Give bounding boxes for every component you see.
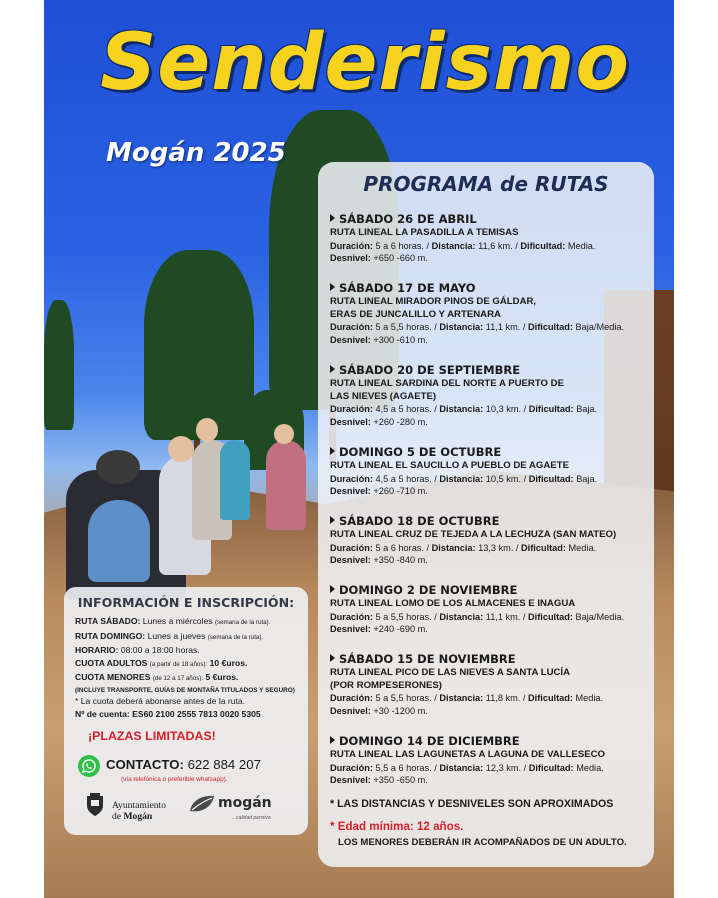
ayuntamiento-text: Ayuntamiento de Mogán [112, 800, 167, 822]
route-item [330, 212, 650, 265]
route-desnivel: Desnivel: +350 -840 m. [330, 555, 428, 566]
route-item [330, 514, 650, 567]
info-body [75, 615, 305, 720]
route-name: RUTA LINEAL LA PASADILLA A TEMISAS [330, 227, 519, 238]
mogan-logo [188, 793, 272, 821]
route-details: Duración: 4,5 a 5 horas. / Distancia: 10,3 km. / Dificultad: Baja. [330, 404, 598, 414]
program-title: PROGRAMA de RUTAS [363, 172, 609, 196]
route-name-line2: ERAS DE JUNCALILLO Y ARTENARA [330, 308, 501, 320]
ayuntamiento-logo [84, 792, 167, 823]
info-abonar: * La cuota deberá abonarse antes de la ruta. [75, 695, 246, 706]
route-details: Duración: 5 a 5,5 horas. / Distancia: 11,1 km. / Dificultad: Baja/Media. [330, 322, 625, 332]
note-min-age: * Edad mínima: 12 años. [330, 820, 464, 833]
route-item [330, 583, 650, 636]
route-details: Duración: 5 a 6 horas. / Distancia: 11,6 km. / Dificultad: Media. [330, 240, 596, 251]
subtitle: Mogán 2025 [106, 138, 286, 168]
route-date: SÁBADO 18 DE OCTUBRE [330, 514, 650, 529]
arrow-icon [330, 654, 335, 662]
route-name: RUTA LINEAL CRUZ DE TEJEDA A LA LECHUZA (SAN MATEO) [330, 529, 617, 540]
route-details: Duración: 5,5 a 6 horas. / Distancia: 12,3 km. / Dificultad: Media. [330, 762, 604, 773]
hiker-head [196, 418, 218, 442]
info-incluye: (INCLUYE TRANSPORTE, GUÍAS DE MONTAÑA TITULADOS Y SEGURO) [75, 686, 295, 694]
leaf-icon [188, 793, 216, 815]
route-date: DOMINGO 2 DE NOVIEMBRE [330, 583, 650, 598]
hiker-hat [96, 450, 140, 484]
route-desnivel: Desnivel: +650 -660 m. [330, 253, 428, 264]
page-title: Senderismo [100, 18, 630, 108]
hiker-head [274, 424, 294, 444]
info-title: INFORMACIÓN E INSCRIPCIÓN: [77, 595, 295, 610]
route-desnivel: Desnivel: +300 -610 m. [330, 334, 428, 345]
coat-of-arms-icon [84, 792, 106, 818]
route-details: Duración: 5 a 5,5 horas. / Distancia: 11,1 km. / Dificultad: Baja/Media. [330, 611, 625, 622]
mogan-logo-tagline: ...calidad pensiva [232, 815, 271, 821]
plazas-limitadas: ¡PLAZAS LIMITADAS! [88, 729, 216, 743]
arrow-icon [330, 365, 335, 373]
route-name: RUTA LINEAL EL SAUCILLO A PUEBLO DE AGAETE [330, 460, 569, 471]
route-name: RUTA LINEAL LAS LAGUNETAS A LAGUNA DE VALLESECO [330, 749, 606, 760]
route-item [330, 363, 650, 429]
route-date: DOMINGO 5 DE OCTUBRE [330, 445, 650, 460]
route-item [330, 445, 650, 498]
arrow-icon [330, 516, 335, 524]
backpack [88, 500, 150, 582]
route-name-line2: (POR ROMPESERONES) [330, 679, 442, 691]
arrow-icon [330, 214, 335, 222]
route-details: Duración: 4,5 a 5 horas. / Distancia: 10,5 km. / Dificultad: Baja. [330, 473, 598, 484]
arrow-icon [330, 736, 335, 744]
program-notes [330, 798, 650, 848]
route-desnivel: Desnivel: +350 -650 m. [330, 775, 428, 786]
info-cuota-menores: CUOTA MENORES (de 12 a 17 años): 5 €uros. [75, 672, 239, 683]
route-item [330, 734, 650, 787]
route-date: SÁBADO 17 DE MAYO [330, 281, 650, 296]
route-desnivel: Desnivel: +260 -280 m. [330, 416, 428, 427]
route-name-line2: LAS NIEVES (AGAETE) [330, 390, 437, 402]
route-details: Duración: 5 a 6 horas. / Distancia: 13,3 km. / Dificultad: Media. [330, 542, 597, 553]
program-panel [318, 162, 654, 867]
hiker [266, 440, 306, 530]
route-desnivel: Desnivel: +240 -690 m. [330, 624, 428, 635]
note-minors: LOS MENORES DEBERÁN IR ACOMPAÑADOS DE UN ADULTO. [338, 837, 627, 848]
info-sabado: RUTA SÁBADO: Lunes a miércoles (semana de la ruta). [75, 616, 271, 626]
route-desnivel: Desnivel: +30 -1200 m. [330, 705, 428, 716]
route-date: DOMINGO 14 DE DICIEMBRE [330, 734, 650, 749]
mogan-logo-text: mogán [218, 795, 272, 811]
contact-note: (vía telefónica o preferible whatsapp). [121, 776, 228, 783]
info-cuenta: Nº de cuenta: ES60 2100 2555 7813 0020 5305 [75, 708, 261, 719]
arrow-icon [330, 585, 335, 593]
route-item [330, 281, 650, 347]
route-name: RUTA LINEAL PICO DE LAS NIEVES A SANTA LUCÍA [330, 667, 571, 678]
route-desnivel: Desnivel: +260 -710 m. [330, 486, 428, 497]
route-name: RUTA LINEAL LOMO DE LOS ALMACENES E INAGUA [330, 598, 576, 609]
route-item [330, 652, 650, 718]
info-horario: HORARIO: 08:00 a 18:00 horas. [75, 645, 200, 656]
route-name: RUTA LINEAL SARDINA DEL NORTE A PUERTO DE [330, 378, 564, 389]
route-date: SÁBADO 26 DE ABRIL [330, 212, 650, 227]
route-name: RUTA LINEAL MIRADOR PINOS DE GÁLDAR, [330, 296, 537, 307]
info-domingo: RUTA DOMINGO: Lunes a jueves (semana de la ruta). [75, 630, 264, 641]
note-distances: * LAS DISTANCIAS Y DESNIVELES SON APROXIMADOS [330, 798, 614, 810]
arrow-icon [330, 447, 335, 455]
info-panel [64, 587, 308, 835]
route-date: SÁBADO 15 DE NOVIEMBRE [330, 652, 650, 667]
hiker-head [168, 436, 194, 462]
route-date: SÁBADO 20 DE SEPTIEMBRE [330, 363, 650, 378]
contact-line[interactable]: CONTACTO: 622 884 207 [106, 757, 261, 772]
arrow-icon [330, 283, 335, 291]
pine-tree [44, 300, 74, 430]
hiker [220, 440, 250, 520]
route-details: Duración: 5 a 5,5 horas. / Distancia: 11,8 km. / Dificultad: Media. [330, 693, 604, 703]
whatsapp-icon[interactable] [78, 755, 100, 777]
pine-tree [144, 250, 254, 440]
info-cuota-adultos: CUOTA ADULTOS (a partir de 18 años): 10 €uros. [75, 657, 248, 668]
